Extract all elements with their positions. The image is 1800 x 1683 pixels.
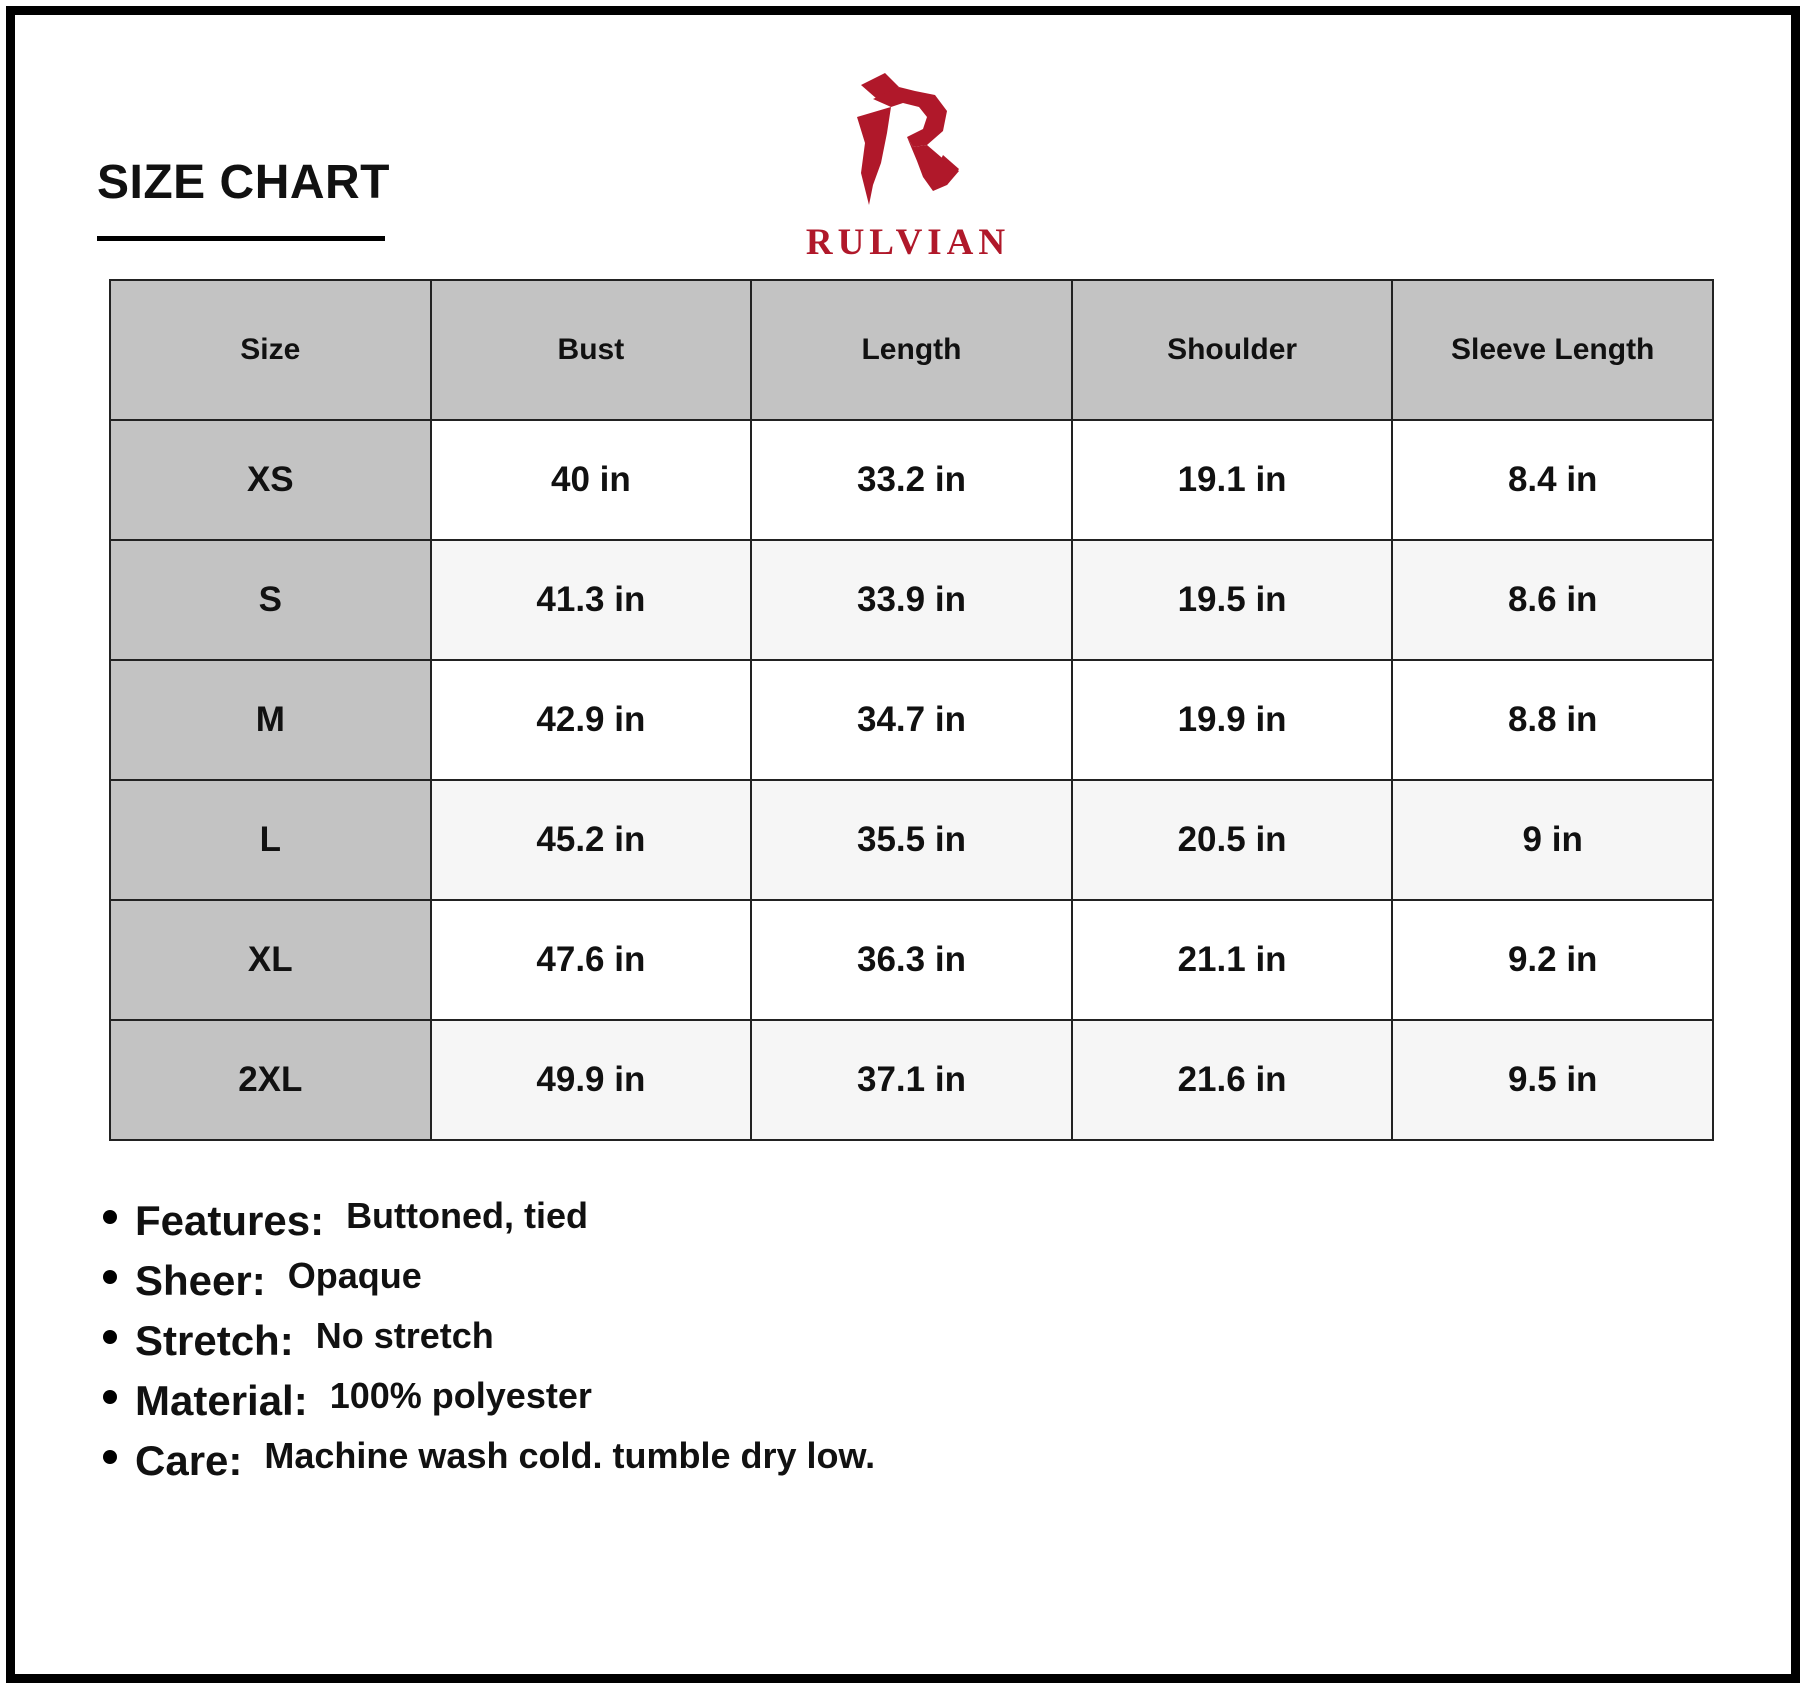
sleeve-length-cell: 8.8 in (1392, 660, 1713, 780)
length-cell: 35.5 in (751, 780, 1072, 900)
list-item (103, 1251, 875, 1311)
feature-label: Stretch: (135, 1317, 294, 1364)
bust-cell: 49.9 in (431, 1020, 752, 1140)
sleeve-length-cell: 9 in (1392, 780, 1713, 900)
sleeve-length-cell: 9.2 in (1392, 900, 1713, 1020)
column-header-shoulder: Shoulder (1072, 280, 1393, 420)
size-cell: XS (110, 420, 431, 540)
column-header-size: Size (110, 280, 431, 420)
bust-cell: 40 in (431, 420, 752, 540)
length-cell: 33.2 in (751, 420, 1072, 540)
bust-cell: 42.9 in (431, 660, 752, 780)
sleeve-length-cell: 8.4 in (1392, 420, 1713, 540)
feature-value: Buttoned, tied (346, 1195, 589, 1236)
brand-logo (783, 73, 1033, 263)
bullet-icon (103, 1330, 117, 1344)
shoulder-cell: 21.1 in (1072, 900, 1393, 1020)
feature-label: Material: (135, 1377, 308, 1424)
title-underline (97, 236, 385, 241)
shoulder-cell: 19.1 in (1072, 420, 1393, 540)
list-item (103, 1431, 875, 1491)
list-item (103, 1311, 875, 1371)
bust-cell: 45.2 in (431, 780, 752, 900)
length-cell: 34.7 in (751, 660, 1072, 780)
feature-value: 100% polyester (329, 1375, 592, 1416)
bust-cell: 47.6 in (431, 900, 752, 1020)
page-title: SIZE CHART (97, 156, 390, 209)
bullet-icon (103, 1210, 117, 1224)
table-row (110, 900, 1713, 1020)
table-header-row (110, 280, 1713, 420)
table-row (110, 420, 1713, 540)
shoulder-cell: 19.9 in (1072, 660, 1393, 780)
length-cell: 36.3 in (751, 900, 1072, 1020)
bust-cell: 41.3 in (431, 540, 752, 660)
feature-value: No stretch (315, 1315, 494, 1356)
table-row (110, 540, 1713, 660)
table-row (110, 1020, 1713, 1140)
size-cell: XL (110, 900, 431, 1020)
bullet-icon (103, 1450, 117, 1464)
table-row (110, 660, 1713, 780)
r-monogram-logo-icon (843, 73, 973, 213)
size-cell: S (110, 540, 431, 660)
sleeve-length-cell: 9.5 in (1392, 1020, 1713, 1140)
feature-value: Opaque (287, 1255, 422, 1296)
bullet-icon (103, 1270, 117, 1284)
feature-value: Machine wash cold. tumble dry low. (264, 1435, 876, 1476)
bullet-icon (103, 1390, 117, 1404)
column-header-length: Length (751, 280, 1072, 420)
feature-label: Sheer: (135, 1257, 266, 1304)
size-chart-page (6, 6, 1800, 1683)
size-cell: L (110, 780, 431, 900)
list-item (103, 1371, 875, 1431)
feature-label: Care: (135, 1437, 243, 1484)
shoulder-cell: 20.5 in (1072, 780, 1393, 900)
list-item (103, 1191, 875, 1251)
size-cell: 2XL (110, 1020, 431, 1140)
feature-list (103, 1191, 875, 1491)
column-header-sleeve-length: Sleeve Length (1392, 280, 1713, 420)
size-table (109, 279, 1714, 1141)
shoulder-cell: 19.5 in (1072, 540, 1393, 660)
length-cell: 37.1 in (751, 1020, 1072, 1140)
length-cell: 33.9 in (751, 540, 1072, 660)
sleeve-length-cell: 8.6 in (1392, 540, 1713, 660)
brand-name: RULVIAN (805, 222, 1011, 263)
feature-label: Features: (135, 1197, 325, 1244)
size-cell: M (110, 660, 431, 780)
table-row (110, 780, 1713, 900)
column-header-bust: Bust (431, 280, 752, 420)
shoulder-cell: 21.6 in (1072, 1020, 1393, 1140)
